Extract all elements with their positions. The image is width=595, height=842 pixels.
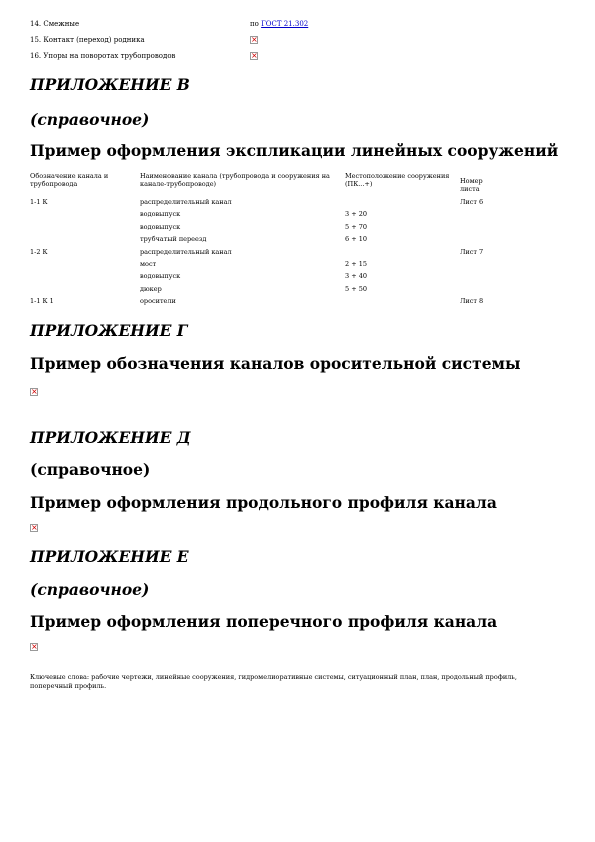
table-row xyxy=(30,248,500,260)
table-cell: 5 + 70 xyxy=(345,222,367,231)
table-cell: распределительный канал xyxy=(140,247,232,256)
table-cell xyxy=(460,223,500,235)
column-header: Наименование канала (трубопровода и сооружения на канале-трубопроводе) xyxy=(140,172,330,188)
appendix-e-status: (справочное) xyxy=(30,580,150,599)
table-row xyxy=(30,260,500,272)
table-row xyxy=(30,285,500,297)
table-cell: мост xyxy=(140,259,157,268)
table-cell xyxy=(460,272,500,284)
table-cell xyxy=(460,235,500,247)
broken-image-icon xyxy=(250,52,258,60)
table-row xyxy=(30,198,500,210)
appendix-g-heading: ПРИЛОЖЕНИЕ Г xyxy=(30,321,188,340)
appendix-g-title: Пример обозначения каналов оросительной системы xyxy=(30,354,521,373)
column-header: Номер листа xyxy=(460,177,483,193)
table-cell: распределительный канал xyxy=(140,198,232,206)
appendix-d-heading: ПРИЛОЖЕНИЕ Д xyxy=(30,428,191,447)
table-cell xyxy=(345,248,460,260)
table-cell: дюкер xyxy=(140,284,162,293)
table-cell xyxy=(345,198,460,210)
table-cell xyxy=(30,210,140,222)
table-cell: Лист 6 xyxy=(460,198,484,206)
appendix-e-title: Пример оформления поперечного профиля канала xyxy=(30,612,498,631)
value-prefix: по xyxy=(250,20,262,28)
list-item xyxy=(30,20,330,36)
list-item-label: 16. Упоры на поворотах трубопроводов xyxy=(30,52,176,60)
broken-image-icon xyxy=(250,36,258,44)
broken-image-icon xyxy=(30,388,38,396)
table-row xyxy=(30,297,500,309)
table-cell: 1-1 К xyxy=(30,198,48,206)
table-cell xyxy=(460,260,500,272)
list-item xyxy=(30,52,330,68)
table-cell: 2 + 15 xyxy=(345,259,367,268)
table-cell: Лист 7 xyxy=(460,247,484,256)
appendix-d-title: Пример оформления продольного профиля канала xyxy=(30,493,497,512)
table-cell xyxy=(30,223,140,235)
appendix-d-status: (справочное) xyxy=(30,460,151,479)
table-cell: трубчатый переезд xyxy=(140,235,207,244)
appendix-v-heading: ПРИЛОЖЕНИЕ В xyxy=(30,75,190,94)
table-cell xyxy=(30,285,140,297)
appendix-v-title: Пример оформления экспликации линейных сооружений xyxy=(30,141,559,160)
table-cell xyxy=(460,210,500,222)
table-cell: водовыпуск xyxy=(140,272,181,281)
list-item-value xyxy=(250,52,330,68)
table-row xyxy=(30,272,500,284)
table-row xyxy=(30,235,500,247)
symbols-list-table xyxy=(30,20,330,68)
list-item-label: 15. Контакт (переход) родника xyxy=(30,36,145,44)
table-cell xyxy=(30,235,140,247)
table-cell: водовыпуск xyxy=(140,210,181,219)
table-cell: 6 + 10 xyxy=(345,235,367,244)
table-header-row xyxy=(30,172,500,198)
keywords-paragraph: Ключевые слова: рабочие чертежи, линейные сооружения, гидромелиоративные системы, ситуационный план, план, продольный профиль, поперечный профиль. xyxy=(30,673,517,690)
table-cell xyxy=(345,297,460,309)
list-item-label: 14. Смежные xyxy=(30,20,80,28)
appendix-v-status: (справочное) xyxy=(30,110,150,129)
broken-image-icon xyxy=(30,643,38,651)
gost-21-302-link[interactable]: ГОСТ 21.302 xyxy=(261,20,309,28)
list-item-value xyxy=(250,20,330,36)
column-header: Местоположение сооружения (ПК...+) xyxy=(345,172,450,188)
table-cell: 1-2 К xyxy=(30,247,48,256)
table-cell: Лист 8 xyxy=(460,297,484,306)
table-cell: 3 + 20 xyxy=(345,210,367,219)
table-cell: 1-1 К 1 xyxy=(30,297,54,306)
table-cell xyxy=(30,272,140,284)
appendix-e-heading: ПРИЛОЖЕНИЕ Е xyxy=(30,547,189,566)
table-cell: 3 + 40 xyxy=(345,272,367,281)
table-cell: 5 + 50 xyxy=(345,284,367,293)
list-item xyxy=(30,36,330,52)
broken-image-icon xyxy=(30,524,38,532)
list-item-value xyxy=(250,36,330,52)
explication-table xyxy=(30,172,500,310)
column-header: Обозначение канала и трубопровода xyxy=(30,172,109,188)
table-row xyxy=(30,223,500,235)
table-row xyxy=(30,210,500,222)
table-cell: водовыпуск xyxy=(140,222,181,231)
table-cell xyxy=(460,285,500,297)
table-cell xyxy=(30,260,140,272)
table-cell: оросители xyxy=(140,297,176,306)
